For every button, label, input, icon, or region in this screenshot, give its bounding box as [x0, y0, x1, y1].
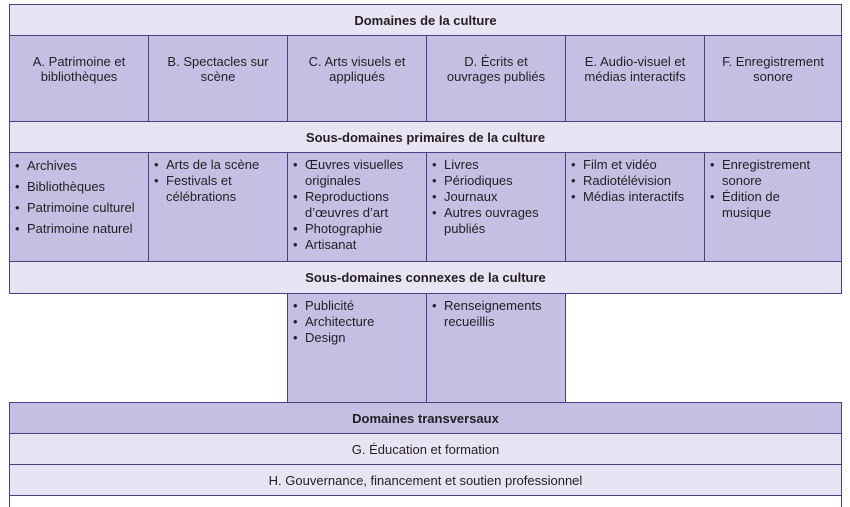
list-item: • Reproductions d’œuvres d’art [288, 189, 417, 221]
list-item: • Photographie [288, 221, 426, 237]
list-item: • Autres ouvrages publiés [427, 205, 565, 237]
primary-a [9, 152, 149, 262]
transversal-band [9, 402, 842, 434]
list-item: • Périodiques [427, 173, 565, 189]
primary-c [287, 152, 427, 262]
list-item: • Artisanat [288, 237, 426, 253]
list-item: • Livres [427, 157, 565, 173]
list-item: • Bibliothèques [10, 178, 148, 195]
list-item: • Radiotélévision [566, 173, 704, 189]
domain-b-label: B. Spectacles sur scène [167, 54, 269, 84]
domain-d-label: D. Écrits et ouvrages publiés [446, 54, 546, 84]
list-item: • Œuvres visuelles originales [288, 157, 426, 189]
list-item: • Édition de musique [705, 189, 802, 221]
primary-band [9, 121, 842, 153]
connexes-c [287, 293, 427, 403]
domain-f-label: F. Enregistrement sonore [722, 54, 824, 84]
domain-a-label: A. Patrimoine et bibliothèques [32, 54, 126, 84]
list-item: • Renseignements recueillis [427, 298, 549, 330]
list-item: • Publicité [288, 298, 426, 314]
transversal-h [9, 464, 842, 496]
domain-e-label: E. Audio-visuel et médias interactifs [584, 54, 686, 84]
list-item: • Design [288, 330, 426, 346]
connexes-d [426, 293, 566, 403]
title-band [9, 4, 842, 36]
list-item: • Enregistrement sonore [705, 157, 841, 189]
domain-f [704, 35, 842, 122]
transversal-g [9, 433, 842, 465]
primary-d [426, 152, 566, 262]
transversal-title: Domaines transversaux [352, 410, 499, 426]
bottom-edge [9, 495, 842, 507]
list-item: • Médias interactifs [566, 189, 704, 205]
list-item: • Journaux [427, 189, 565, 205]
connexes-band [9, 261, 842, 294]
list-item: • Architecture [288, 314, 426, 330]
domain-d [426, 35, 566, 122]
primary-f [704, 152, 842, 262]
list-item: • Archives [10, 157, 148, 174]
list-item: • Arts de la scène [149, 157, 287, 173]
primary-b [148, 152, 288, 262]
transversal-g-label: G. Éducation et formation [351, 441, 500, 457]
list-item: • Patrimoine culturel [10, 199, 148, 216]
list-item: • Festivals et célébrations [149, 173, 261, 205]
domain-b [148, 35, 288, 122]
title: Domaines de la culture [354, 12, 497, 28]
connexes-title: Sous-domaines connexes de la culture [305, 270, 546, 285]
list-item: • Film et vidéo [566, 157, 704, 173]
domain-c-label: C. Arts visuels et appliqués [308, 54, 406, 84]
transversal-h-label: H. Gouvernance, financement et soutien professionnel [268, 472, 583, 488]
primary-title: Sous-domaines primaires de la culture [305, 129, 546, 145]
list-item: • Patrimoine naturel [10, 220, 148, 237]
domain-e [565, 35, 705, 122]
primary-e [565, 152, 705, 262]
domain-c [287, 35, 427, 122]
domain-a [9, 35, 149, 122]
